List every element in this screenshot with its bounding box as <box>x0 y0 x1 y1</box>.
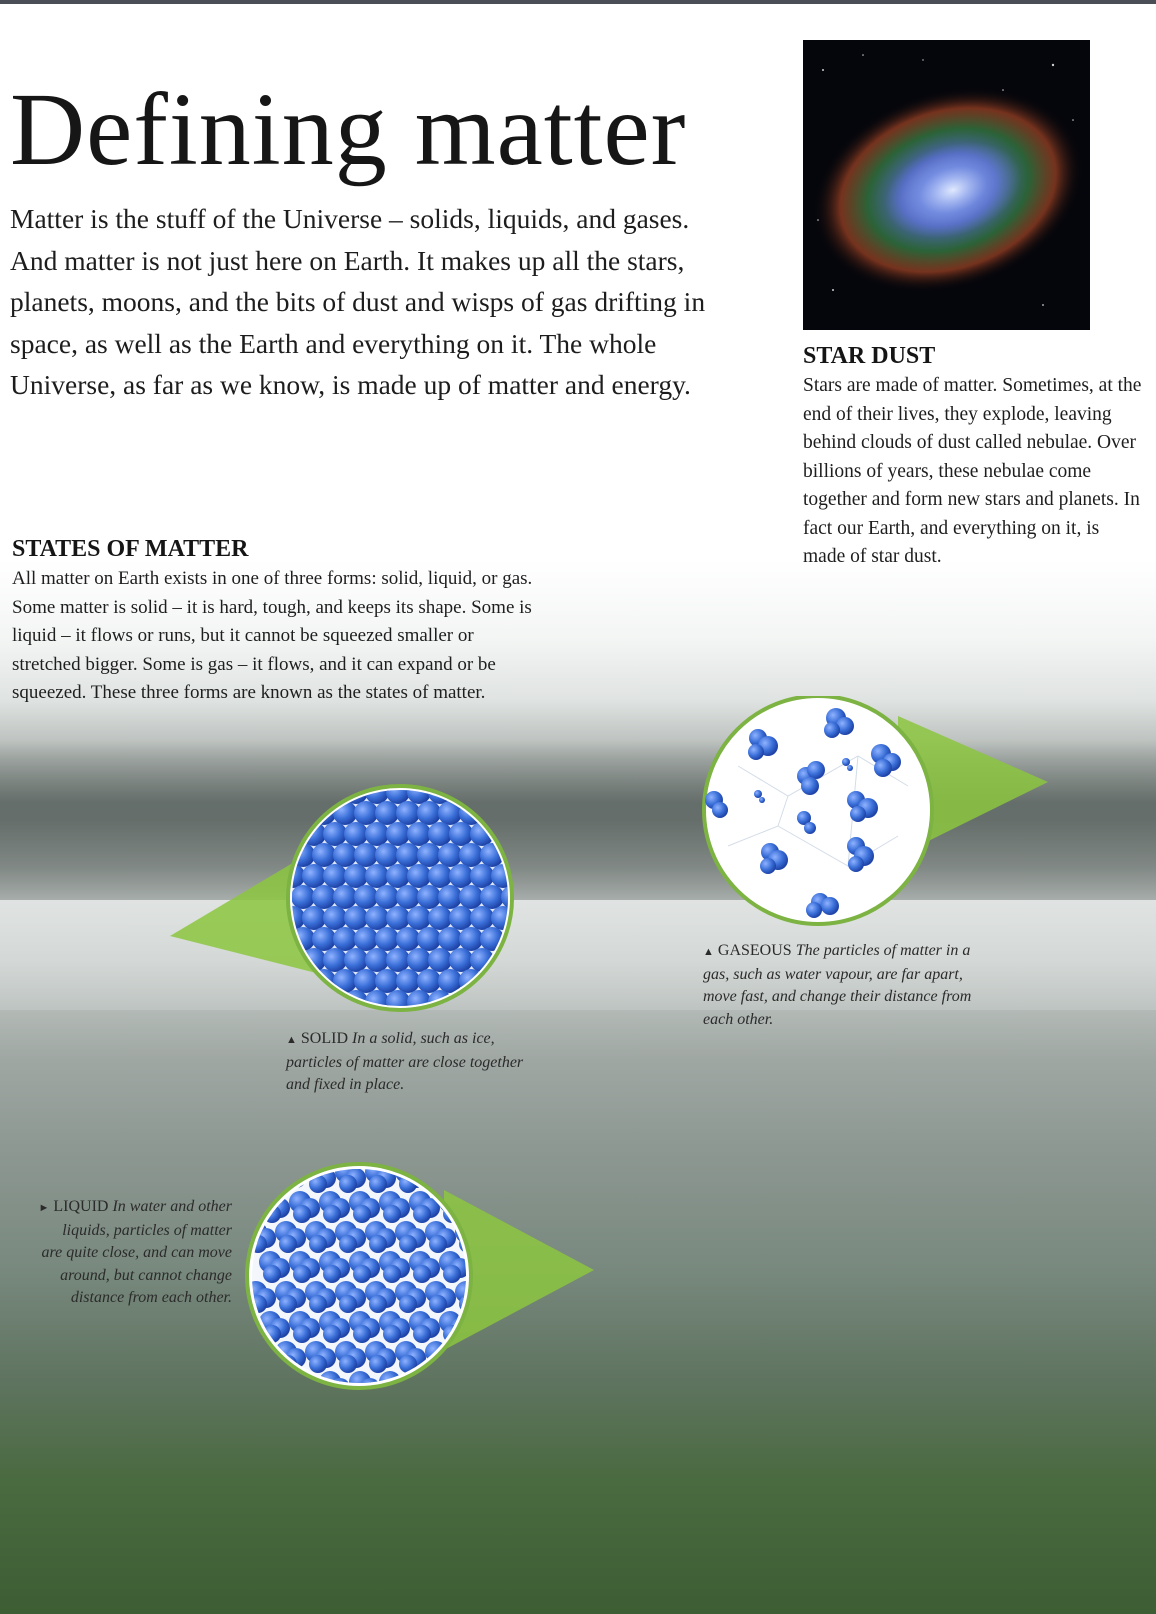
liquid-particle <box>275 1161 297 1183</box>
liquid-particle <box>293 1205 311 1223</box>
liquid-particle <box>443 1385 461 1400</box>
solid-particle <box>396 885 420 909</box>
solid-particle <box>396 927 420 951</box>
liquid-particle <box>256 1168 276 1188</box>
gaseous-text: The particles of matter in a gas, such as water vapour, are far apart, move fast, and change their distance from each other. <box>703 942 972 1028</box>
star-dust-heading: STAR DUST <box>803 343 936 369</box>
solid-particle <box>312 843 336 867</box>
states-body: All matter on Earth exists in one of three forms: solid, liquid, or gas. Some matter is solid – it is hard, tough, and keeps its shape. Some is liquid – it flows or runs, but it cannot be squeezed smaller or stretched bigger. Some is gas – it flows, and it can expand or be squeezed. These three forms are known as the states of matter. <box>12 568 533 703</box>
liquid-particle <box>413 1205 431 1223</box>
liquid-particle <box>249 1355 267 1373</box>
solid-text: In a solid, such as ice, particles of matter are close together and fixed in place. <box>286 1030 524 1093</box>
solid-particle <box>291 885 315 909</box>
solid-particle <box>323 948 347 972</box>
liquid-particle <box>353 1265 371 1283</box>
liquid-particle <box>399 1235 417 1253</box>
liquid-particle <box>383 1205 401 1223</box>
gaseous-caption <box>703 940 993 1031</box>
liquid-label: LIQUID <box>53 1198 109 1215</box>
solid-particle <box>428 864 452 888</box>
solid-particle <box>396 843 420 867</box>
liquid-particle <box>279 1235 297 1253</box>
states-heading: STATES OF MATTER <box>12 536 249 562</box>
solid-particle <box>291 969 315 993</box>
solid-particle <box>302 990 326 1014</box>
liquid-particle <box>339 1295 357 1313</box>
liquid-particle <box>263 1265 281 1283</box>
liquid-particle <box>369 1175 387 1193</box>
solid-particle <box>375 843 399 867</box>
triangle-up-icon: ▲ <box>286 1034 297 1046</box>
solid-particle <box>365 906 389 930</box>
solid-particle <box>438 843 462 867</box>
solid-particle <box>449 864 473 888</box>
solid-particle <box>386 864 410 888</box>
star-dust-section <box>803 342 1143 572</box>
page-title: Defining matter <box>10 72 687 187</box>
solid-particle <box>291 801 315 825</box>
solid-particle <box>428 906 452 930</box>
liquid-particle <box>466 1348 486 1368</box>
liquid-particle <box>420 1378 440 1398</box>
solid-particle <box>333 927 357 951</box>
liquid-particle <box>369 1295 387 1313</box>
solid-particle <box>323 822 347 846</box>
liquid-particle <box>293 1265 311 1283</box>
solid-particle <box>354 927 378 951</box>
solid-particle <box>501 801 525 825</box>
liquid-particle <box>429 1235 447 1253</box>
liquid-particle <box>383 1265 401 1283</box>
liquid-particle <box>256 1348 276 1368</box>
liquid-particle <box>245 1341 267 1363</box>
liquid-particle <box>429 1295 447 1313</box>
solid-label: SOLID <box>300 1030 348 1047</box>
solid-particle <box>407 906 431 930</box>
liquid-particle <box>270 1378 290 1398</box>
states-of-matter-section <box>12 535 542 708</box>
liquid-particle <box>339 1175 357 1193</box>
crab-nebula-photo <box>803 40 1090 330</box>
solid-particle <box>407 864 431 888</box>
liquid-particle <box>259 1371 281 1393</box>
solid-particle <box>344 864 368 888</box>
liquid-particle <box>369 1235 387 1253</box>
liquid-particle <box>323 1265 341 1283</box>
solid-particle <box>396 969 420 993</box>
solid-particle <box>459 885 483 909</box>
gaseous-label: GASEOUS <box>717 942 792 959</box>
solid-particle <box>365 822 389 846</box>
solid-particle <box>386 948 410 972</box>
solid-particle <box>365 948 389 972</box>
liquid-particle <box>455 1161 477 1183</box>
solid-particle <box>470 990 494 1014</box>
liquid-particle <box>425 1161 447 1183</box>
liquid-particle <box>309 1295 327 1313</box>
solid-particle <box>428 822 452 846</box>
solid-particle <box>386 780 410 804</box>
solid-particle <box>354 843 378 867</box>
liquid-text: In water and other liquids, particles of matter are quite close, and can move around, but cannot change distance from each other. <box>41 1198 232 1306</box>
gas-particles-diagram <box>698 696 1078 936</box>
solid-particle <box>302 906 326 930</box>
solid-particle <box>480 885 504 909</box>
star-dust-body: Stars are made of matter. Sometimes, at the end of their lives, they explode, leaving behind clouds of dust called nebulae. Over billions of years, these nebulae come together and form new stars and planets. In fact our Earth, and everything on it, is made of star dust. <box>803 375 1142 567</box>
solid-particle <box>375 885 399 909</box>
solid-particle <box>281 780 305 804</box>
liquid-particle <box>480 1378 500 1398</box>
solid-particle <box>312 927 336 951</box>
solid-particle <box>375 801 399 825</box>
solid-particle <box>449 822 473 846</box>
liquid-particle <box>293 1385 311 1400</box>
liquid-particle <box>309 1355 327 1373</box>
solid-caption <box>286 1028 526 1097</box>
solid-particle <box>344 906 368 930</box>
solid-particle <box>491 780 515 804</box>
liquid-particle <box>413 1325 431 1343</box>
solid-particle <box>501 969 525 993</box>
solid-particle <box>417 927 441 951</box>
liquid-particle <box>413 1385 431 1400</box>
solid-particle <box>417 801 441 825</box>
solid-particle <box>428 948 452 972</box>
triangle-up-icon: ▲ <box>703 946 714 958</box>
liquid-particle <box>436 1168 456 1188</box>
liquid-particle <box>383 1385 401 1400</box>
solid-particle <box>344 822 368 846</box>
liquid-particle <box>369 1355 387 1373</box>
solid-particle <box>407 948 431 972</box>
solid-particle <box>459 843 483 867</box>
liquid-particle <box>339 1355 357 1373</box>
liquid-particle <box>443 1265 461 1283</box>
liquid-particle <box>279 1295 297 1313</box>
solid-particle <box>323 864 347 888</box>
solid-particle <box>312 885 336 909</box>
liquid-particle <box>459 1355 477 1373</box>
solid-particle <box>449 906 473 930</box>
liquid-particle <box>450 1378 470 1398</box>
liquid-particle <box>469 1371 491 1393</box>
liquid-particle <box>353 1325 371 1343</box>
solid-particle <box>333 843 357 867</box>
liquid-particle <box>339 1235 357 1253</box>
solid-particle <box>449 948 473 972</box>
liquid-particle <box>249 1175 267 1193</box>
solid-particle <box>417 843 441 867</box>
solid-particle <box>354 969 378 993</box>
solid-particle <box>354 801 378 825</box>
liquid-particle <box>455 1341 477 1363</box>
liquid-particle <box>323 1325 341 1343</box>
solid-particle <box>407 822 431 846</box>
top-border <box>0 0 1156 4</box>
solid-particle <box>396 801 420 825</box>
solid-particle <box>417 885 441 909</box>
liquid-particle <box>399 1295 417 1313</box>
solid-particle <box>470 906 494 930</box>
solid-particle <box>281 990 305 1014</box>
solid-particle <box>375 969 399 993</box>
solid-particle <box>438 885 462 909</box>
solid-particle <box>302 864 326 888</box>
solid-particle <box>323 906 347 930</box>
solid-particle <box>302 780 326 804</box>
liquid-particle <box>245 1161 267 1183</box>
solid-particle <box>470 864 494 888</box>
solid-particle <box>344 948 368 972</box>
solid-particle <box>438 927 462 951</box>
solid-particle <box>386 906 410 930</box>
triangle-right-icon: ► <box>38 1202 50 1214</box>
intro-paragraph: Matter is the stuff of the Universe – solids, liquids, and gases. And matter is not just here on Earth. It makes up all the stars, planets, moons, and the bits of dust and wisps of gas drifting in space, as well as the Earth and everything on it. The whole Universe, as far as we know, is made up of matter and energy. <box>10 203 706 400</box>
liquid-particle <box>413 1265 431 1283</box>
solid-particle <box>354 885 378 909</box>
liquid-particle <box>263 1385 281 1400</box>
solid-particle <box>491 990 515 1014</box>
liquid-particle <box>309 1235 327 1253</box>
liquid-particle <box>473 1385 491 1400</box>
liquid-particles-diagram <box>244 1160 614 1400</box>
solid-particle <box>470 780 494 804</box>
solid-particle <box>459 927 483 951</box>
liquid-particle <box>466 1168 486 1188</box>
liquid-particle <box>353 1205 371 1223</box>
solid-particle <box>386 822 410 846</box>
solid-particle <box>365 864 389 888</box>
liquid-caption <box>38 1196 232 1310</box>
liquid-particle <box>439 1371 461 1393</box>
solid-particle <box>375 927 399 951</box>
liquid-particle <box>323 1205 341 1223</box>
solid-particle <box>333 885 357 909</box>
solid-particle <box>417 969 441 993</box>
liquid-particle <box>459 1175 477 1193</box>
liquid-particle <box>293 1325 311 1343</box>
liquid-particle <box>383 1325 401 1343</box>
solid-particles-diagram <box>168 780 528 1020</box>
